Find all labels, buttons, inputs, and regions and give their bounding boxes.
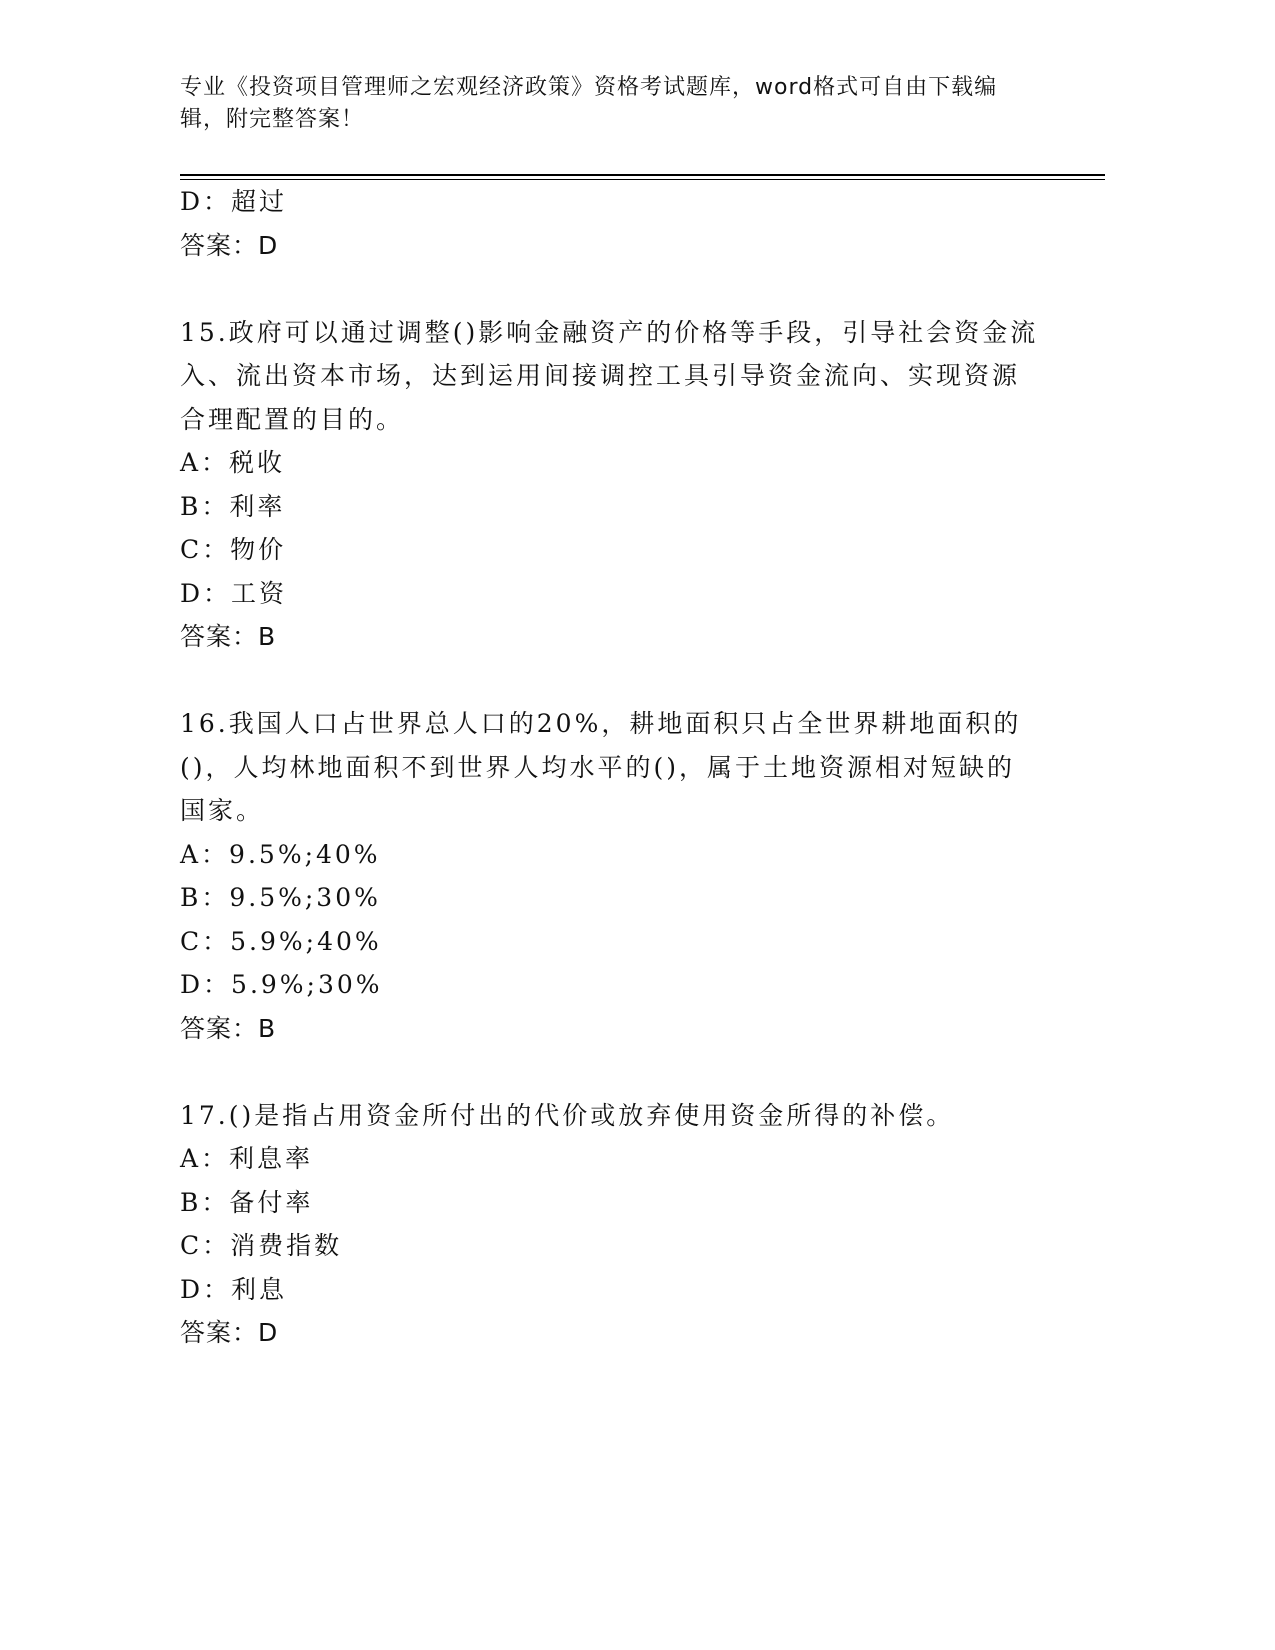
- option-c: C：消费指数: [180, 1231, 343, 1260]
- option-b: B：备付率: [180, 1187, 314, 1217]
- header-line-2: 辑，附完整答案！: [180, 107, 365, 132]
- header-line-1: 专业《投资项目管理师之宏观经济政策》资格考试题库，word格式可自由下载编: [180, 75, 998, 100]
- question-text: 17.()是指占用资金所付出的代价或放弃使用资金所得的补偿。: [180, 1100, 955, 1130]
- question-17: [180, 1094, 1060, 1355]
- option-a: A：9.5%;40%: [180, 839, 381, 869]
- question-text: 15.政府可以通过调整()影响金融资产的价格等手段，引导社会资金流入、流出资本市场，达到运用间接调控工具引导资金流向、实现资源合理配置的目的。: [180, 317, 1039, 434]
- answer: 答案：B: [180, 1013, 277, 1043]
- spacer: [180, 1050, 1060, 1094]
- option-a: A：利息率: [180, 1144, 314, 1173]
- answer: 答案：B: [180, 622, 277, 651]
- question-list: [180, 180, 1060, 1355]
- option-c: C：物价: [180, 535, 287, 564]
- option-c: C：5.9%;40%: [180, 926, 382, 956]
- question-text: 16.我国人口占世界总人口的20%，耕地面积只占全世界耕地面积的()，人均林地面积不到世界人均水平的()，属于土地资源相对短缺的国家。: [180, 709, 1022, 825]
- question-15: [180, 311, 1060, 659]
- prev-answer: 答案：D: [180, 230, 279, 260]
- question-16: [180, 702, 1060, 1050]
- document-header: [180, 72, 1040, 136]
- spacer: [180, 659, 1060, 703]
- option-d: D：利息: [180, 1274, 288, 1304]
- option-b: B：利率: [180, 491, 286, 521]
- spacer: [180, 267, 1060, 311]
- answer: 答案：D: [180, 1318, 279, 1347]
- prev-option-d: D：超过: [180, 187, 288, 216]
- option-d: D：工资: [180, 578, 288, 608]
- header-divider-thick: [180, 174, 1105, 176]
- option-a: A：税收: [180, 448, 286, 477]
- option-b: B：9.5%;30%: [180, 883, 381, 912]
- option-d: D：5.9%;30%: [180, 970, 383, 999]
